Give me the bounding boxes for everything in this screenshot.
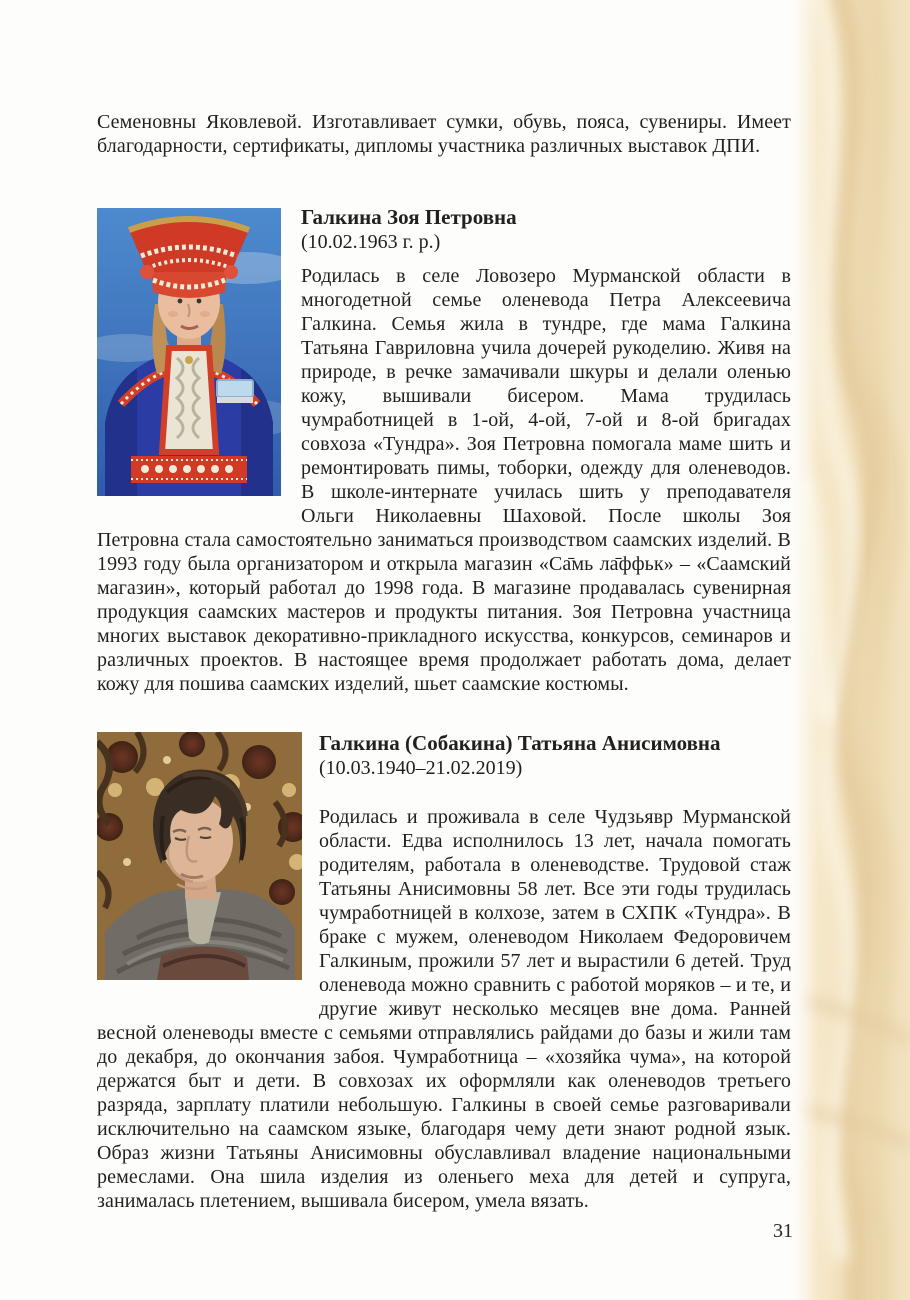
bio-section-zoya-galkina bbox=[97, 204, 791, 696]
page-content bbox=[97, 110, 791, 1213]
bio-text-tatyana: Родилась и проживала в селе Чудзьявр Мурманской области. Едва исполнилось 13 лет, начала помогать родителям, работала в оленеводстве. Трудовой стаж Татьяны Анисимовны 58 лет. Все эти годы трудилась чумработницей в колхозе, затем в СХПК «Тундра». В браке с мужем, оленеводом Николаем Федоровичем Галкиным, прожили 57 лет и вырастили 6 детей. Труд оленевода можно сравнить с работой моряков – и те, и другие живут несколько месяцев вне дома. Ранней весной оленеводы вместе с семьями отправлялись райдами до базы и жили там до декабря, до окончания забоя. Чумработница – «хозяйка чума», на которой держатся быт и дети. В совхозах их оформляли как оленеводов третьего разряда, зарплату платили небольшую. Галкины в своей семье разговаривали исключительно на саамском языке, благодаря чему дети знают родной язык. Образ жизни Татьяны Анисимовны обуславливал владение национальными ремеслами. Она шила изделия из оленьего меха для детей и супруга, занималась плетением, вышивала бисером, умела вязать. bbox=[97, 806, 791, 1212]
bio-section-tatyana-galkina bbox=[97, 730, 791, 1213]
portrait-photo-tatyana-galkina bbox=[97, 732, 302, 980]
bio-dates-zoya: (10.02.1963 г. р.) bbox=[301, 231, 441, 253]
elderly-woman-with-carpet-image bbox=[97, 732, 302, 980]
bio-text-zoya: Родилась в селе Ловозеро Мурманской области в многодетной семье оленевода Петра Алексеевича Галкина. Семья жила в тундре, где мама Галкина Татьяна Гавриловна учила дочерей рукоделию. Живя на природе, в речке замачивали шкуры и делали оленью кожу, вышивали бисером. Мама трудилась чумработницей в 1-ой, 4-ой, 7-ой и 8-ой бригадах совхоза «Тундра». Зоя Петровна помогала маме шить и ремонтировать пимы, тоборки, одежду для оленеводов. В школе-интернате училась шить у преподавателя Ольги Николаевны Шаховой. После школы Зоя Петровна стала самостоятельно заниматься производством саамских изделий. В 1993 году была организатором и открыла магазин «Са̄мь ла̄ффьк» – «Саамский магазин», который работал до 1998 года. В магазине продавалась сувенирная продукция саамских мастеров и продукты питания. Зоя Петровна участница многих выставок декоративно-прикладного искусства, конкурсов, семинаров и различных проектов. В настоящее время продолжает работать дома, делает кожу для пошива саамских изделий, шьет саамские костюмы. bbox=[97, 265, 791, 695]
page-number: 31 bbox=[773, 1220, 793, 1242]
bio-dates-tatyana: (10.03.1940–21.02.2019) bbox=[319, 757, 523, 779]
woman-in-sami-costume-image bbox=[97, 208, 281, 496]
intro-paragraph: Семеновны Яковлевой. Изготавливает сумки, обувь, пояса, сувениры. Имеет благодарности, сертификаты, дипломы участника различных выставок ДПИ. bbox=[97, 111, 791, 157]
bio-name-zoya: Галкина Зоя Петровна bbox=[301, 205, 517, 229]
portrait-photo-zoya-galkina bbox=[97, 208, 281, 496]
bio-name-tatyana: Галкина (Собакина) Татьяна Анисимовна bbox=[319, 731, 721, 755]
decorative-side-band bbox=[792, 0, 910, 1300]
silk-swirl-graphic bbox=[792, 0, 910, 1300]
